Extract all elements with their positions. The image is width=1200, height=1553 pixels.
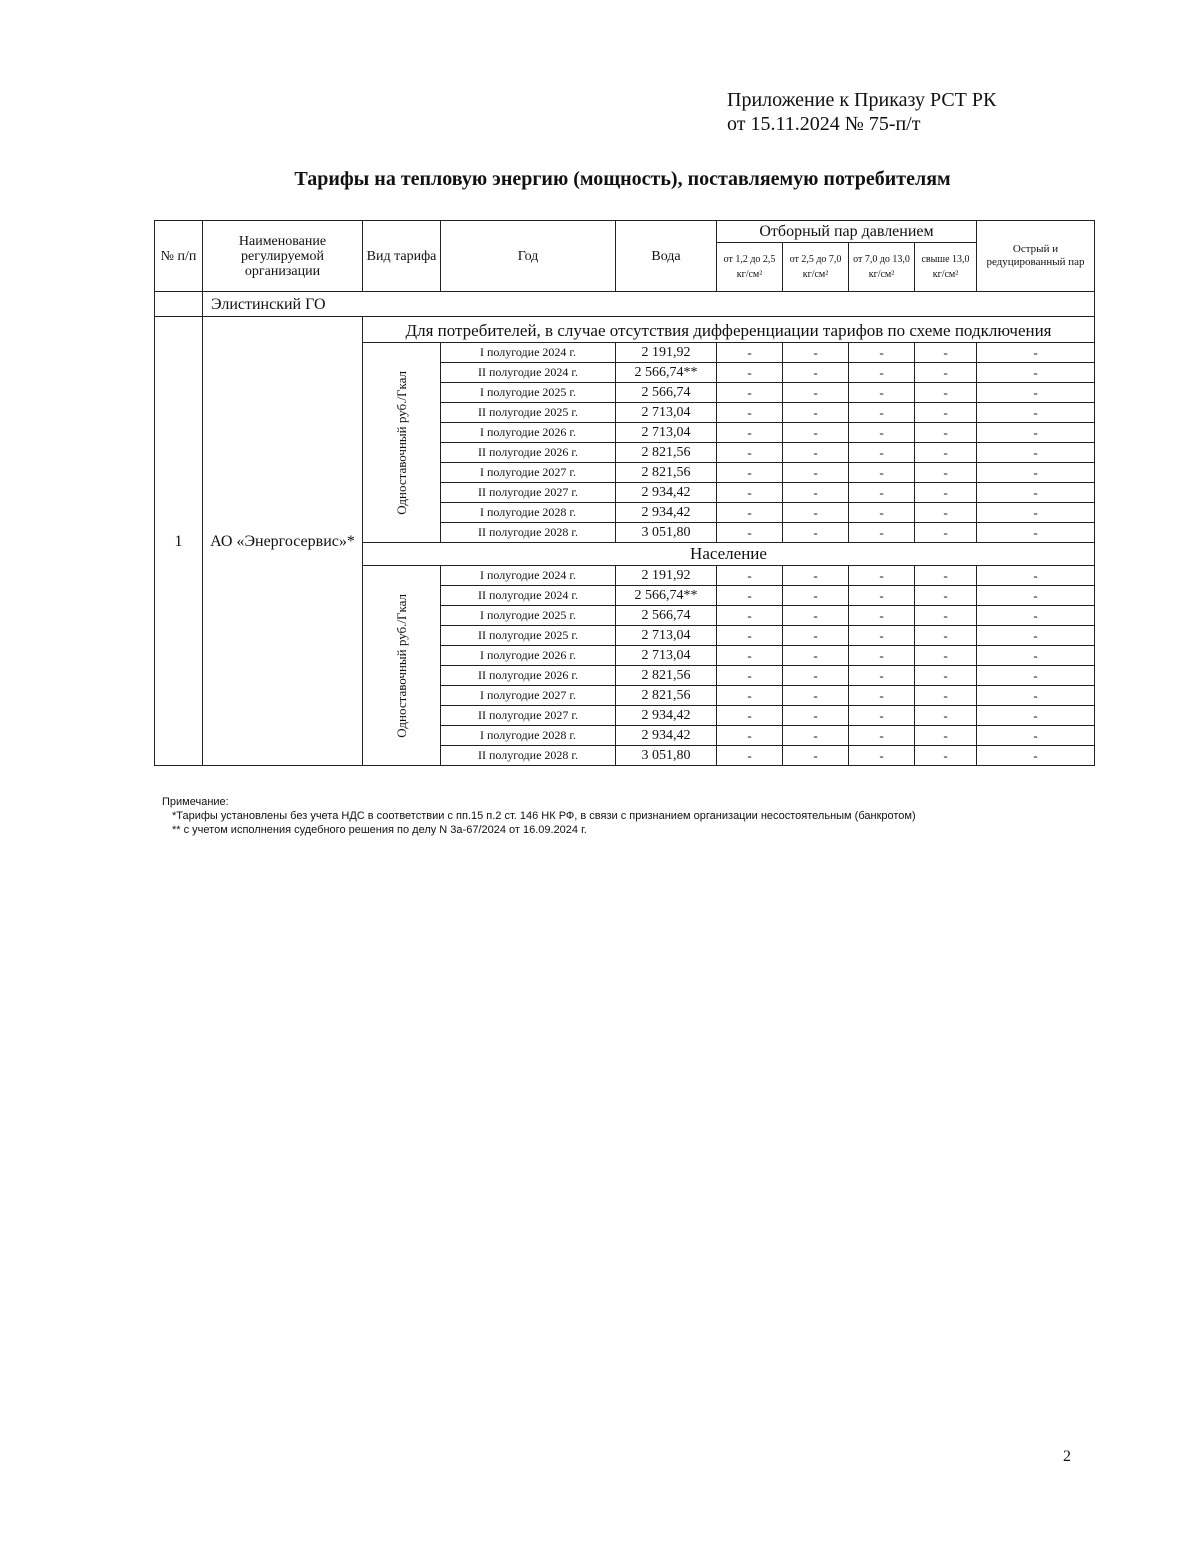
- header-org-name: Наименование регулируемой организации: [203, 221, 363, 292]
- municipality-name: Элистинский ГО: [203, 292, 1095, 317]
- header-row-1: [155, 221, 1095, 243]
- steam-value-cell: -: [915, 726, 977, 746]
- sharp-steam-value-cell: -: [977, 363, 1095, 383]
- steam-value-cell: -: [717, 423, 783, 443]
- steam-value-cell: -: [783, 343, 849, 363]
- steam-value-cell: -: [717, 726, 783, 746]
- steam-value-cell: -: [717, 746, 783, 766]
- header-sharp-steam: Острый и редуцированный пар: [977, 221, 1095, 292]
- sharp-steam-value-cell: -: [977, 503, 1095, 523]
- page-number: 2: [1063, 1448, 1071, 1465]
- steam-value-cell: -: [849, 706, 915, 726]
- steam-value-cell: -: [849, 383, 915, 403]
- steam-value-cell: -: [783, 706, 849, 726]
- period-cell: II полугодие 2026 г.: [441, 666, 616, 686]
- steam-value-cell: -: [717, 706, 783, 726]
- steam-value-cell: -: [915, 686, 977, 706]
- header-tariff-type: Вид тарифа: [363, 221, 441, 292]
- section-title: Население: [363, 543, 1095, 566]
- header-steam-group: Отборный пар давлением: [717, 221, 977, 243]
- sharp-steam-value-cell: -: [977, 666, 1095, 686]
- header-num: № п/п: [155, 221, 203, 292]
- note-2: ** с учетом исполнения судебного решения по делу N 3а-67/2024 от 16.09.2024 г.: [172, 824, 587, 836]
- steam-value-cell: -: [849, 606, 915, 626]
- sharp-steam-value-cell: -: [977, 706, 1095, 726]
- water-value-cell: 2 934,42: [616, 503, 717, 523]
- steam-value-cell: -: [915, 566, 977, 586]
- steam-value-cell: -: [717, 403, 783, 423]
- notes: [162, 795, 916, 837]
- steam-value-cell: -: [717, 686, 783, 706]
- order-reference-line2: от 15.11.2024 № 75-п/т: [727, 113, 921, 135]
- steam-value-cell: -: [849, 746, 915, 766]
- steam-value-cell: -: [717, 666, 783, 686]
- order-reference-line1: Приложение к Приказу РСТ РК: [727, 89, 997, 111]
- steam-value-cell: -: [717, 443, 783, 463]
- steam-value-cell: -: [915, 706, 977, 726]
- water-value-cell: 2 821,56: [616, 686, 717, 706]
- notes-label: Примечание:: [162, 796, 229, 808]
- municipality-num-cell: [155, 292, 203, 317]
- water-value-cell: 2 191,92: [616, 343, 717, 363]
- sharp-steam-value-cell: -: [977, 606, 1095, 626]
- steam-value-cell: -: [783, 403, 849, 423]
- tariff-table-body: [155, 292, 1095, 766]
- note-1: *Тарифы установлены без учета НДС в соответствии с пп.15 п.2 ст. 146 НК РФ, в связи с признанием организации несостоятельным (банкротом): [172, 810, 916, 822]
- sharp-steam-value-cell: -: [977, 646, 1095, 666]
- sharp-steam-value-cell: -: [977, 566, 1095, 586]
- steam-value-cell: -: [717, 483, 783, 503]
- period-cell: II полугодие 2027 г.: [441, 483, 616, 503]
- steam-value-cell: -: [915, 746, 977, 766]
- period-cell: I полугодие 2026 г.: [441, 646, 616, 666]
- steam-value-cell: -: [783, 483, 849, 503]
- period-cell: II полугодие 2024 г.: [441, 363, 616, 383]
- steam-value-cell: -: [783, 686, 849, 706]
- tariff-type-label: Одноставочный руб./Гкал: [393, 370, 409, 515]
- tariff-type-cell: [363, 566, 441, 766]
- water-value-cell: 2 566,74**: [616, 363, 717, 383]
- steam-value-cell: -: [849, 423, 915, 443]
- steam-value-cell: -: [849, 363, 915, 383]
- water-value-cell: 2 713,04: [616, 423, 717, 443]
- steam-value-cell: -: [783, 606, 849, 626]
- section-title: Для потребителей, в случае отсутствия дифференциации тарифов по схеме подключения: [363, 317, 1095, 343]
- period-cell: I полугодие 2024 г.: [441, 343, 616, 363]
- water-value-cell: 2 934,42: [616, 706, 717, 726]
- tariff-type-cell: [363, 343, 441, 543]
- period-cell: II полугодие 2026 г.: [441, 443, 616, 463]
- steam-value-cell: -: [717, 646, 783, 666]
- water-value-cell: 2 566,74**: [616, 586, 717, 606]
- period-cell: II полугодие 2025 г.: [441, 626, 616, 646]
- municipality-row: [155, 292, 1095, 317]
- sharp-steam-value-cell: -: [977, 686, 1095, 706]
- period-cell: II полугодие 2028 г.: [441, 523, 616, 543]
- steam-value-cell: -: [717, 606, 783, 626]
- period-cell: I полугодие 2027 г.: [441, 686, 616, 706]
- period-cell: I полугодие 2026 г.: [441, 423, 616, 443]
- water-value-cell: 2 566,74: [616, 383, 717, 403]
- steam-value-cell: -: [783, 726, 849, 746]
- steam-value-cell: -: [849, 666, 915, 686]
- steam-value-cell: -: [849, 646, 915, 666]
- steam-value-cell: -: [915, 503, 977, 523]
- sharp-steam-value-cell: -: [977, 523, 1095, 543]
- steam-value-cell: -: [915, 666, 977, 686]
- water-value-cell: 3 051,80: [616, 746, 717, 766]
- steam-value-cell: -: [717, 586, 783, 606]
- water-value-cell: 2 821,56: [616, 666, 717, 686]
- period-cell: I полугодие 2028 г.: [441, 503, 616, 523]
- water-value-cell: 2 566,74: [616, 606, 717, 626]
- sharp-steam-value-cell: -: [977, 586, 1095, 606]
- steam-value-cell: -: [783, 646, 849, 666]
- steam-value-cell: -: [915, 383, 977, 403]
- document-title: Тарифы на тепловую энергию (мощность), поставляемую потребителям: [294, 168, 951, 190]
- steam-value-cell: -: [915, 483, 977, 503]
- steam-value-cell: -: [717, 343, 783, 363]
- steam-value-cell: -: [783, 363, 849, 383]
- sharp-steam-value-cell: -: [977, 463, 1095, 483]
- sharp-steam-value-cell: -: [977, 726, 1095, 746]
- period-cell: I полугодие 2025 г.: [441, 383, 616, 403]
- steam-value-cell: -: [849, 523, 915, 543]
- steam-value-cell: -: [783, 463, 849, 483]
- header-year: Год: [441, 221, 616, 292]
- steam-value-cell: -: [849, 566, 915, 586]
- water-value-cell: 2 934,42: [616, 483, 717, 503]
- sharp-steam-value-cell: -: [977, 746, 1095, 766]
- steam-value-cell: -: [849, 686, 915, 706]
- steam-value-cell: -: [915, 443, 977, 463]
- steam-value-cell: -: [849, 503, 915, 523]
- header-steam-3: от 7,0 до 13,0 кг/см²: [849, 242, 915, 291]
- water-value-cell: 2 713,04: [616, 646, 717, 666]
- steam-value-cell: -: [783, 423, 849, 443]
- period-cell: I полугодие 2024 г.: [441, 566, 616, 586]
- steam-value-cell: -: [915, 606, 977, 626]
- steam-value-cell: -: [717, 523, 783, 543]
- steam-value-cell: -: [783, 523, 849, 543]
- steam-value-cell: -: [849, 626, 915, 646]
- period-cell: II полугодие 2024 г.: [441, 586, 616, 606]
- steam-value-cell: -: [783, 566, 849, 586]
- tariff-type-label: Одноставочный руб./Гкал: [393, 593, 409, 738]
- period-cell: II полугодие 2028 г.: [441, 746, 616, 766]
- sharp-steam-value-cell: -: [977, 483, 1095, 503]
- steam-value-cell: -: [783, 586, 849, 606]
- steam-value-cell: -: [915, 463, 977, 483]
- steam-value-cell: -: [915, 646, 977, 666]
- steam-value-cell: -: [783, 503, 849, 523]
- steam-value-cell: -: [783, 383, 849, 403]
- sharp-steam-value-cell: -: [977, 403, 1095, 423]
- steam-value-cell: -: [849, 483, 915, 503]
- water-value-cell: 2 713,04: [616, 403, 717, 423]
- section-title-row: [155, 317, 1095, 343]
- tariff-type-wrap: [366, 566, 437, 765]
- steam-value-cell: -: [717, 383, 783, 403]
- period-cell: II полугодие 2027 г.: [441, 706, 616, 726]
- steam-value-cell: -: [783, 666, 849, 686]
- water-value-cell: 2 713,04: [616, 626, 717, 646]
- header-steam-2: от 2,5 до 7,0 кг/см²: [783, 242, 849, 291]
- period-cell: I полугодие 2025 г.: [441, 606, 616, 626]
- header-steam-1: от 1,2 до 2,5 кг/см²: [717, 242, 783, 291]
- steam-value-cell: -: [849, 403, 915, 423]
- steam-value-cell: -: [915, 523, 977, 543]
- steam-value-cell: -: [849, 463, 915, 483]
- row-number: 1: [155, 317, 203, 766]
- period-cell: I полугодие 2027 г.: [441, 463, 616, 483]
- steam-value-cell: -: [717, 566, 783, 586]
- sharp-steam-value-cell: -: [977, 423, 1095, 443]
- steam-value-cell: -: [915, 343, 977, 363]
- steam-value-cell: -: [849, 443, 915, 463]
- organization-name: АО «Энергосервис»*: [203, 317, 363, 766]
- tariff-type-wrap: [366, 343, 437, 542]
- water-value-cell: 3 051,80: [616, 523, 717, 543]
- period-cell: I полугодие 2028 г.: [441, 726, 616, 746]
- period-cell: II полугодие 2025 г.: [441, 403, 616, 423]
- steam-value-cell: -: [717, 463, 783, 483]
- steam-value-cell: -: [915, 423, 977, 443]
- steam-value-cell: -: [783, 746, 849, 766]
- water-value-cell: 2 821,56: [616, 443, 717, 463]
- steam-value-cell: -: [915, 626, 977, 646]
- steam-value-cell: -: [915, 586, 977, 606]
- header-water: Вода: [616, 221, 717, 292]
- order-reference: [727, 88, 996, 136]
- steam-value-cell: -: [717, 626, 783, 646]
- steam-value-cell: -: [783, 626, 849, 646]
- steam-value-cell: -: [915, 403, 977, 423]
- steam-value-cell: -: [717, 363, 783, 383]
- sharp-steam-value-cell: -: [977, 443, 1095, 463]
- water-value-cell: 2 191,92: [616, 566, 717, 586]
- header-steam-4: свыше 13,0 кг/см²: [915, 242, 977, 291]
- steam-value-cell: -: [783, 443, 849, 463]
- steam-value-cell: -: [849, 726, 915, 746]
- steam-value-cell: -: [915, 363, 977, 383]
- water-value-cell: 2 934,42: [616, 726, 717, 746]
- sharp-steam-value-cell: -: [977, 383, 1095, 403]
- steam-value-cell: -: [717, 503, 783, 523]
- tariff-table: [154, 220, 1095, 766]
- water-value-cell: 2 821,56: [616, 463, 717, 483]
- steam-value-cell: -: [849, 586, 915, 606]
- steam-value-cell: -: [849, 343, 915, 363]
- sharp-steam-value-cell: -: [977, 626, 1095, 646]
- sharp-steam-value-cell: -: [977, 343, 1095, 363]
